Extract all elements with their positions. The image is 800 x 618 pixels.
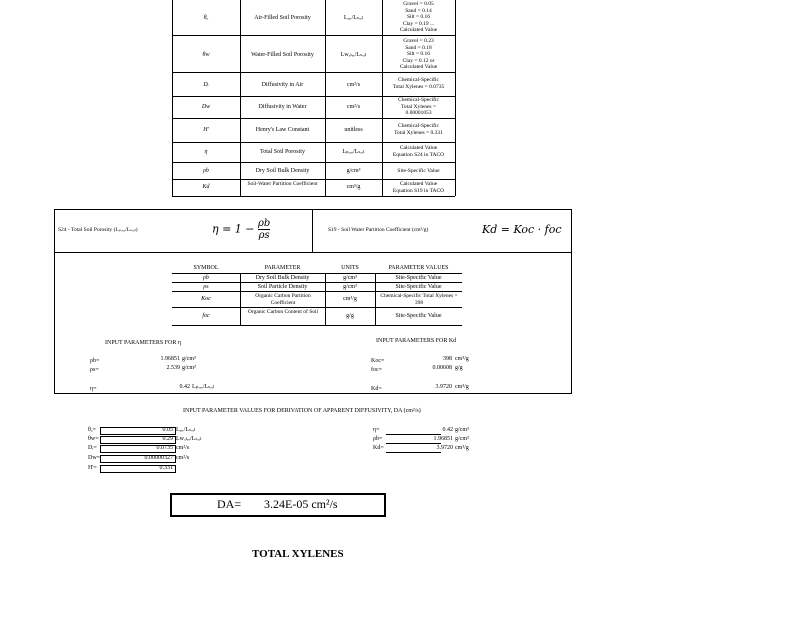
param-notes: Chemical-Specific Total Xylenes = 0.00001053 xyxy=(398,97,439,116)
deriv-value: 0.29 xyxy=(162,436,173,442)
input-unit: cm³/g xyxy=(455,356,469,362)
input-unit: g/cm³ xyxy=(182,365,196,371)
eq-left-label: S24 - Total Soil Porosity (Lₚₒᵣₑ/Lₛₒᵢₗ) xyxy=(58,227,138,233)
deriv-unit: cm²/s xyxy=(176,455,190,461)
table-cell: cm³/g xyxy=(343,296,357,302)
param-units: g/cm³ xyxy=(346,168,361,174)
deriv-label: θw= xyxy=(88,436,99,442)
deriv-unit: Lₐᵢᵣ/Lₛₒᵢₗ xyxy=(176,427,196,433)
param-notes: Site-Specific Value xyxy=(397,168,440,174)
table-cell: Soil Particle Density xyxy=(257,284,308,290)
input-value: 2.539 xyxy=(166,365,180,371)
table-cell: Site-Specific Value xyxy=(395,275,442,281)
param-name: Soil-Water Partition Coefficient xyxy=(247,181,318,187)
symbol-kd: Kd xyxy=(202,184,210,190)
input-value: 0.42 xyxy=(179,384,190,390)
deriv-value: 0.00000327 xyxy=(144,455,173,461)
input-value: 3.9720 xyxy=(435,384,452,390)
param-units: cm²/s xyxy=(346,104,361,110)
equation-split xyxy=(312,209,313,252)
param-units: unitless xyxy=(344,127,363,133)
chemical-title: TOTAL XYLENES xyxy=(252,548,344,560)
param-units: cm²/s xyxy=(346,82,361,88)
inputs-eta-title: INPUT PARAMETERS FOR η xyxy=(105,340,181,346)
symbol-rho-b: ρb xyxy=(203,168,209,174)
result-value: 3.24E-05 cm²/s xyxy=(264,497,338,511)
table-cell: Koc xyxy=(201,296,211,302)
symbol-dw: Dw xyxy=(201,104,211,110)
symbol-di: Dᵢ xyxy=(203,82,209,88)
deriv-underline xyxy=(386,434,441,435)
param-notes: Chemical-Specific Total Xylenes = 0.0735 xyxy=(392,77,445,90)
deriv-unit: cm³/g xyxy=(455,445,469,451)
table-cell: Chemical-Specific Total Xylenes = 398 xyxy=(380,293,458,306)
eq-left-formula: η = 1 − $\frac{\rho b}{\rho s}$ xyxy=(212,218,271,241)
equation-divider xyxy=(54,252,571,253)
symbol-theta-w: θw xyxy=(202,52,210,58)
deriv-unit: g/cm³ xyxy=(455,427,469,433)
deriv-value: 3.9720 xyxy=(436,445,453,451)
col-header: UNITS xyxy=(341,265,359,271)
deriv-label: ρb= xyxy=(373,436,383,442)
table-cell: Site-Specific Value xyxy=(395,313,442,319)
deriv-value: 0.0735 xyxy=(156,445,173,451)
deriv-label: Dw= xyxy=(88,455,101,461)
deriv-unit: Lwₐₜₑᵣ/Lₛₒᵢₗ xyxy=(176,436,202,442)
symbol-h: H' xyxy=(203,127,209,133)
param-name: Dry Soil Bulk Density xyxy=(255,168,310,174)
param-units: Lₚₒᵣₑ/Lₛₒᵢₗ xyxy=(342,149,365,155)
param-notes: Calculated Value Equation S19 in TACO xyxy=(392,181,445,194)
input-label: foc= xyxy=(371,367,383,373)
deriv-value: 0.42 xyxy=(442,427,453,433)
table-cell: g/g xyxy=(346,313,354,319)
param-name: Total Soil Porosity xyxy=(260,149,305,155)
input-label: ρs= xyxy=(90,367,99,373)
input-label: η= xyxy=(90,386,97,392)
param-notes: Gravel = 0.23 Sand = 0.18 Silt = 0.16 Clay = 0.12 or Calculated Value xyxy=(399,38,438,70)
param-name: Air-Filled Soil Porosity xyxy=(254,15,311,21)
eq-right-label: S19 - Soil Water Partition Coefficient (cm³/g) xyxy=(328,227,429,233)
deriv-label: Dᵢ= xyxy=(88,445,97,451)
deriv-label: H'= xyxy=(88,465,97,471)
input-label: ρb= xyxy=(90,358,100,364)
param-name: Diffusivity in Air xyxy=(261,82,304,88)
param-units: Lwₐₜₑᵣ/Lₛₒᵢₗ xyxy=(340,52,367,58)
table-cell: ρb xyxy=(203,275,209,281)
deriv-unit: g/cm³ xyxy=(455,436,469,442)
input-label: Kd= xyxy=(371,386,382,392)
deriv-label: Kd= xyxy=(373,445,384,451)
symbol-theta-a: θₐ xyxy=(203,15,209,21)
deriv-underline xyxy=(386,452,441,453)
input-unit: g/g xyxy=(455,365,463,371)
table-cell: g/cm³ xyxy=(343,275,357,281)
result-label: DA= xyxy=(217,497,242,511)
deriv-underline xyxy=(386,443,441,444)
deriv-label: θₐ= xyxy=(88,427,96,433)
col-header: SYMBOL xyxy=(193,265,219,271)
input-unit: g/cm³ xyxy=(182,356,196,362)
deriv-unit: cm²/s xyxy=(176,445,190,451)
param-name: Henry's Law Constant xyxy=(255,127,310,133)
table-cell: Dry Soil Bulk Density xyxy=(255,275,310,281)
inputs-kd-title: INPUT PARAMETERS FOR Kd xyxy=(376,338,457,344)
result-box xyxy=(170,493,386,517)
input-label: Koc= xyxy=(371,358,385,364)
param-notes: Chemical-Specific Total Xylenes = 0.331 xyxy=(394,123,443,136)
table-cell: ρs xyxy=(203,284,209,290)
input-value: 398 xyxy=(443,356,452,362)
param-notes: Calculated Value Equation S24 in TACO xyxy=(392,145,445,158)
input-unit: Lₚₒᵣₑ/Lₛₒᵢₗ xyxy=(192,384,215,390)
col-header: PARAMETER VALUES xyxy=(388,265,449,271)
symbol-eta: η xyxy=(204,149,208,155)
param-units: cm³/g xyxy=(346,184,361,190)
deriv-value: 0.331 xyxy=(159,465,173,471)
derivation-title: INPUT PARAMETER VALUES FOR DERIVATION OF APPARENT DIFFUSIVITY, DA (cm²/s) xyxy=(183,408,421,414)
param-name: Water-Filled Soil Porosity xyxy=(251,52,314,58)
table-cell: Organic Carbon Content of Soil xyxy=(247,309,319,315)
param-units: Lₐᵢᵣ/Lₛₒᵢₗ xyxy=(343,15,364,21)
input-unit: cm³/g xyxy=(455,384,469,390)
input-value: 0.00608 xyxy=(432,365,452,371)
col-header: PARAMETER xyxy=(264,265,301,271)
table-cell: Organic Carbon Partition Coefficient xyxy=(255,293,311,306)
deriv-label: η= xyxy=(373,427,380,433)
param-name: Diffusivity in Water xyxy=(258,104,307,110)
deriv-value: 0.05 xyxy=(162,427,173,433)
input-value: 1.96851 xyxy=(160,356,180,362)
table-cell: foc xyxy=(202,313,210,319)
table-cell: g/cm³ xyxy=(343,284,357,290)
param-notes: Gravel = 0.05 Sand = 0.14 Silt = 0.16 Clay = 0.19 ... Calculated Value xyxy=(399,1,438,33)
deriv-value: 1.96851 xyxy=(433,436,453,442)
eq-right-formula: Kd = Koc · foc xyxy=(482,223,562,236)
table-cell: Site-Specific Value xyxy=(395,284,442,290)
